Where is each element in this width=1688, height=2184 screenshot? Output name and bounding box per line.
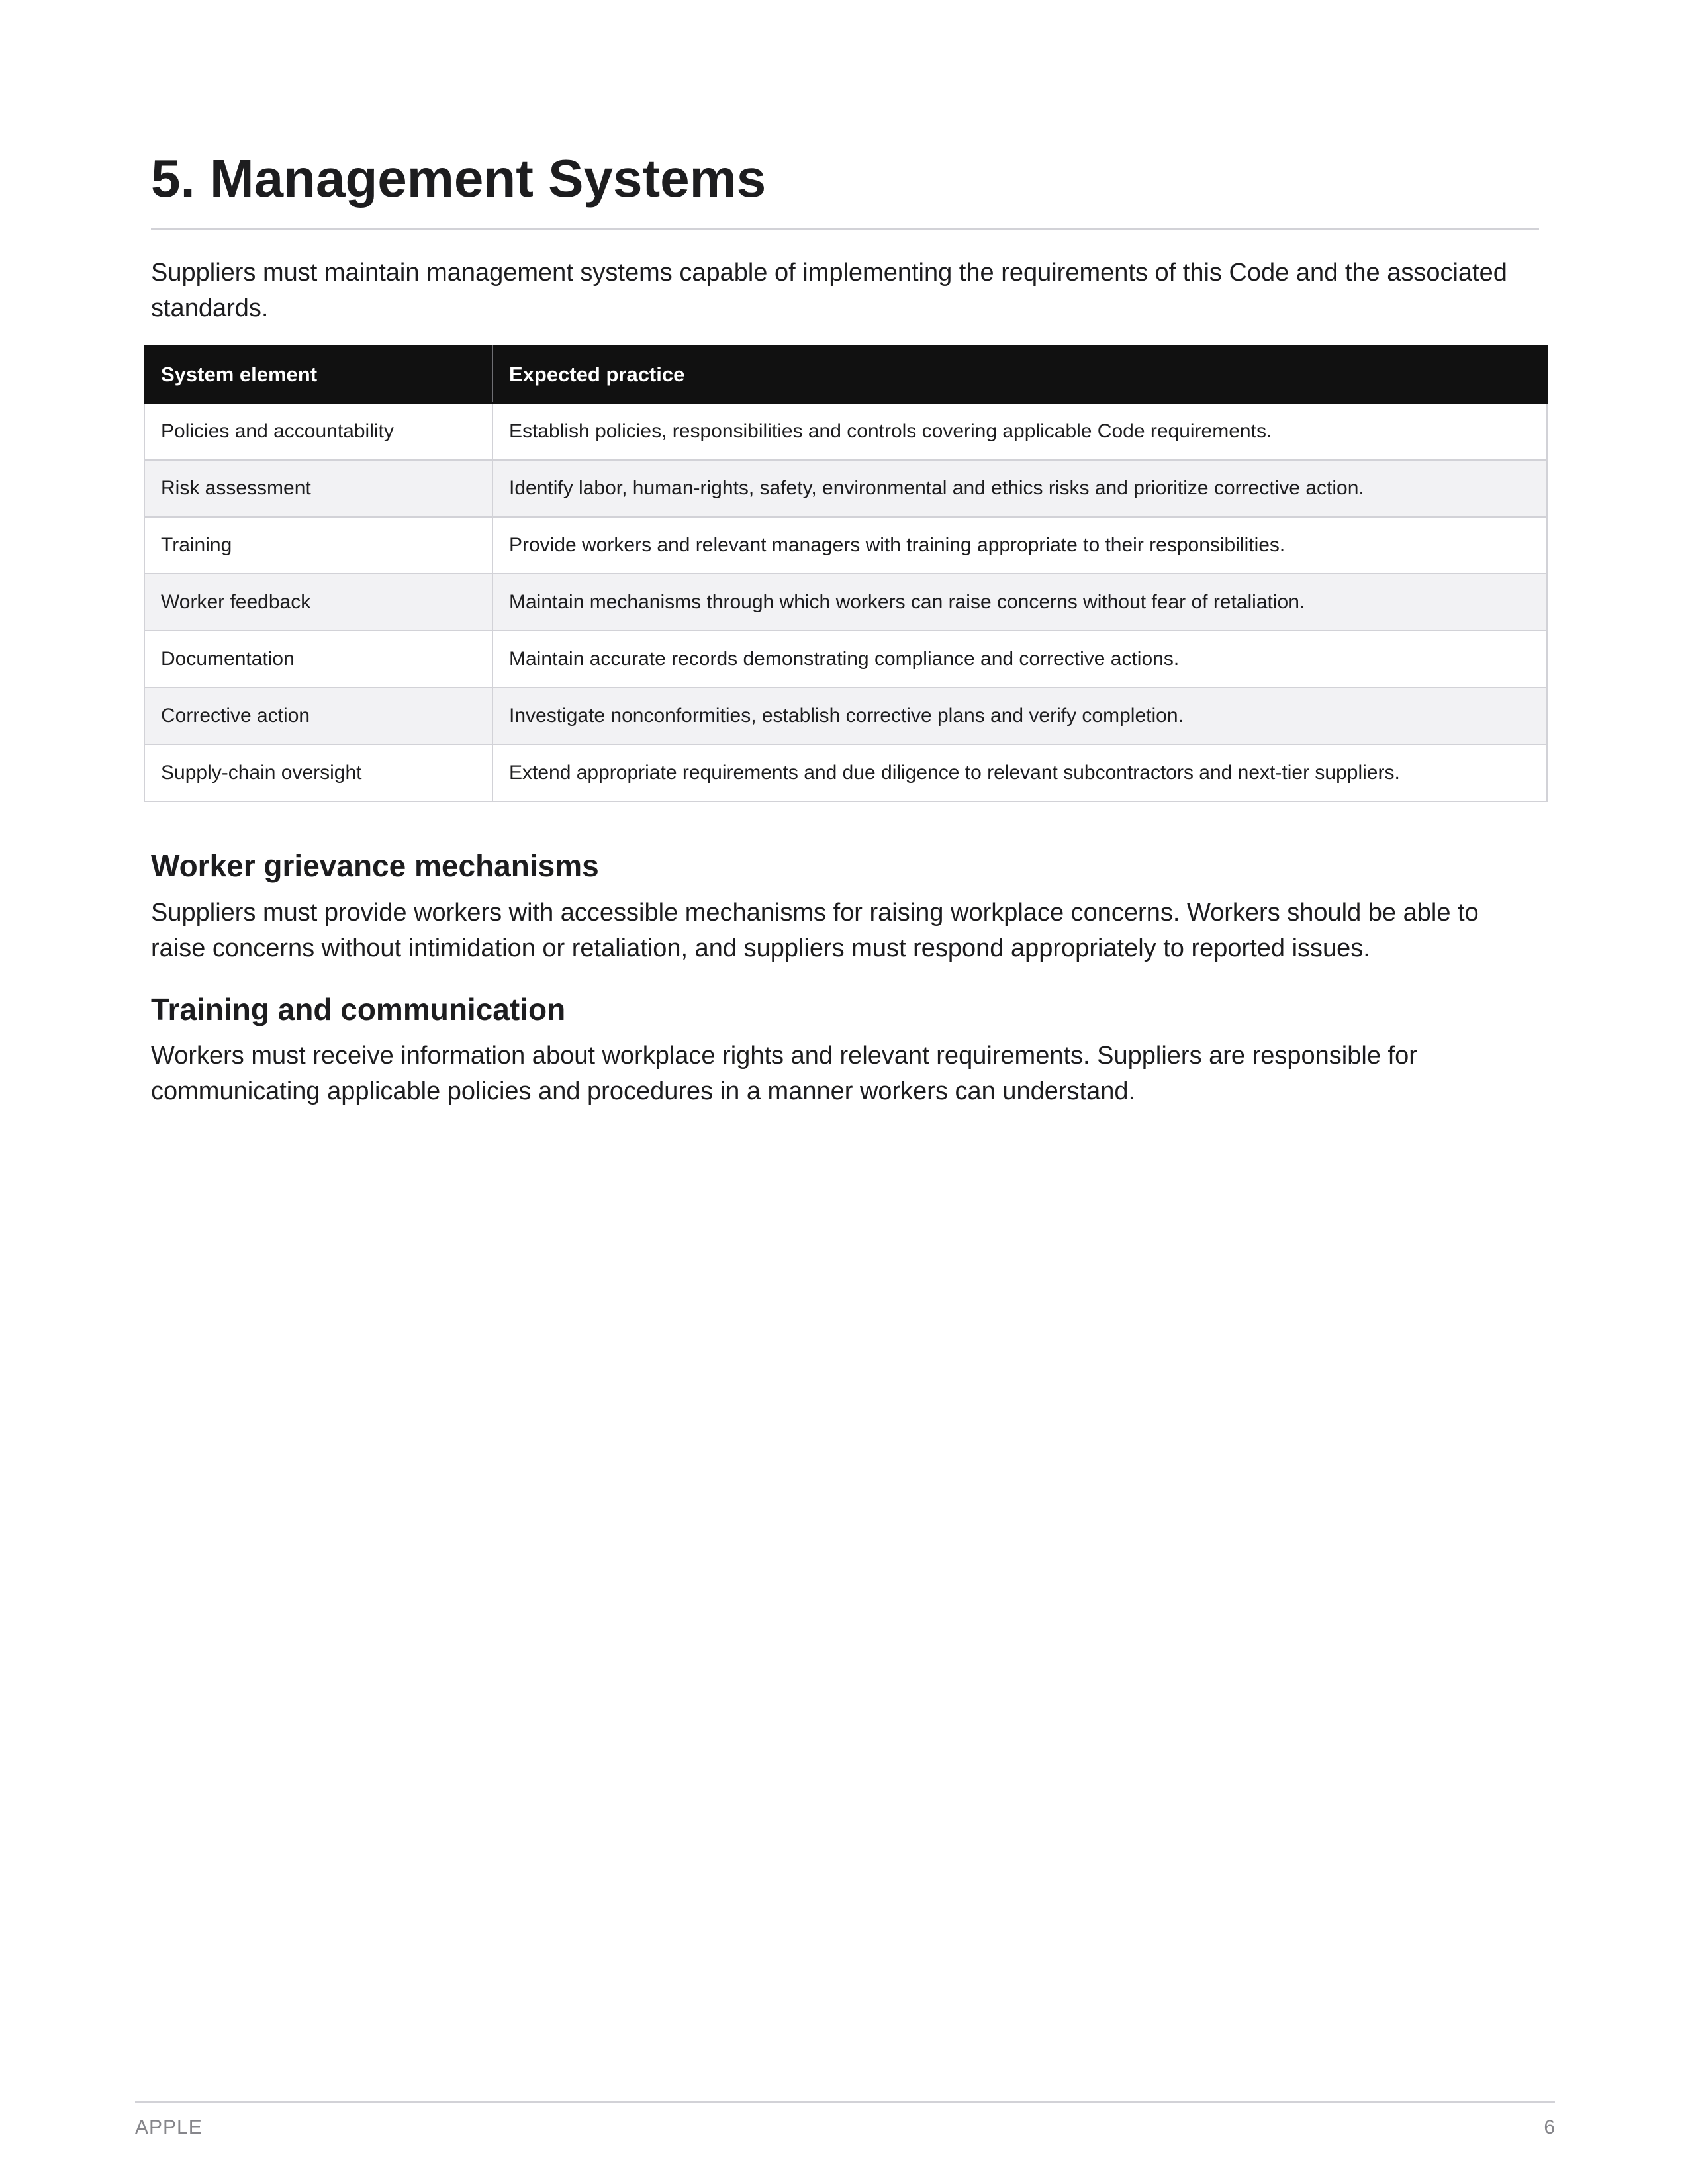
column-header-expected-practice: Expected practice (492, 346, 1547, 403)
system-element-cell: Training (144, 517, 492, 574)
footer-page-number: 6 (1544, 2116, 1555, 2138)
table-header-row (144, 346, 1547, 403)
expected-practice-cell: Investigate nonconformities, establish corrective plans and verify completion. (492, 688, 1547, 745)
table-row (144, 460, 1547, 517)
expected-practice-cell: Extend appropriate requirements and due diligence to relevant subcontractors and next-tier suppliers. (492, 745, 1547, 801)
table-row (144, 574, 1547, 631)
system-element-cell: Corrective action (144, 688, 492, 745)
page-title: 5. Management Systems (151, 149, 767, 208)
section-intro: Suppliers must maintain management systems capable of implementing the requirements of this Code and the associated standards. (151, 259, 1507, 322)
title-divider (151, 228, 1539, 230)
system-element-cell: Documentation (144, 631, 492, 688)
table-row (144, 631, 1547, 688)
grievance-body: Suppliers must provide workers with accessible mechanisms for raising workplace concerns. Workers should be able to raise concerns without intimidation or retaliation, and suppliers must respond appropriately to reported issues. (151, 899, 1479, 962)
grievance-heading: Worker grievance mechanisms (151, 848, 599, 883)
system-element-cell: Risk assessment (144, 460, 492, 517)
footer-company-name: APPLE (135, 2116, 203, 2138)
table-row (144, 745, 1547, 801)
system-element-cell: Policies and accountability (144, 403, 492, 460)
system-element-cell: Worker feedback (144, 574, 492, 631)
footer-divider (135, 2101, 1555, 2103)
expected-practice-cell: Maintain accurate records demonstrating compliance and corrective actions. (492, 631, 1547, 688)
table-row (144, 403, 1547, 460)
table-row (144, 688, 1547, 745)
management-systems-table (144, 345, 1548, 802)
expected-practice-cell: Identify labor, human-rights, safety, environmental and ethics risks and prioritize corrective action. (492, 460, 1547, 517)
training-heading: Training and communication (151, 992, 566, 1026)
table-row (144, 517, 1547, 574)
expected-practice-cell: Provide workers and relevant managers with training appropriate to their responsibilities. (492, 517, 1547, 574)
training-body: Workers must receive information about workplace rights and relevant requirements. Suppliers are responsible for communicating applicable policies and procedures in a manner workers can understand. (151, 1042, 1417, 1105)
expected-practice-cell: Maintain mechanisms through which workers can raise concerns without fear of retaliation. (492, 574, 1547, 631)
column-header-system-element: System element (144, 346, 492, 403)
expected-practice-cell: Establish policies, responsibilities and controls covering applicable Code requirements. (492, 403, 1547, 460)
system-element-cell: Supply-chain oversight (144, 745, 492, 801)
